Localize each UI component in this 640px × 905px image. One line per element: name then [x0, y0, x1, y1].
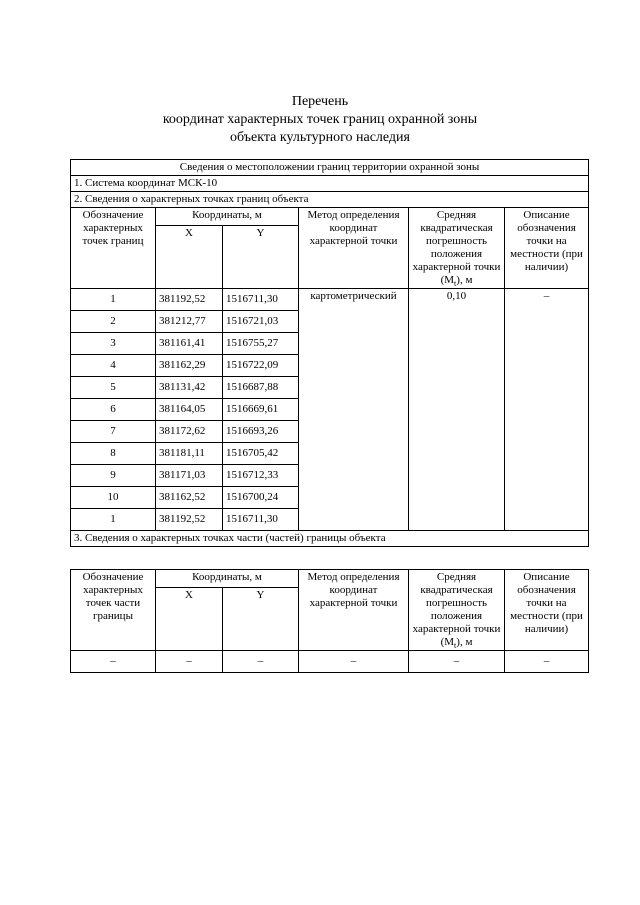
description-cell: – — [505, 289, 589, 531]
point-y-cell: 1516711,30 — [223, 289, 299, 311]
col-x-header-2: X — [156, 588, 223, 651]
document-title — [0, 93, 640, 147]
col-method-header: Метод определения координат характерной точки — [299, 208, 409, 289]
point-number-cell: 6 — [71, 399, 156, 421]
col-y-header-2: Y — [223, 588, 299, 651]
point-number-cell: 4 — [71, 355, 156, 377]
point-x-cell: 381172,62 — [156, 421, 223, 443]
part-y-cell: – — [223, 651, 299, 673]
method-cell: картометрический — [299, 289, 409, 531]
point-y-cell: 1516669,61 — [223, 399, 299, 421]
col-y-header: Y — [223, 226, 299, 289]
title-line-3: объекта культурного наследия — [230, 130, 410, 145]
table-row — [71, 289, 589, 311]
point-number-cell: 9 — [71, 465, 156, 487]
point-number-cell: 1 — [71, 509, 156, 531]
col-description-header-2: Описание обозначения точки на местности (при наличии) — [505, 570, 589, 651]
part-x-cell: – — [156, 651, 223, 673]
part-error-cell: – — [409, 651, 505, 673]
point-x-cell: 381162,29 — [156, 355, 223, 377]
part-designation-cell: – — [71, 651, 156, 673]
col-coords-header: Координаты, м — [156, 208, 299, 226]
point-x-cell: 381161,41 — [156, 333, 223, 355]
point-x-cell: 381212,77 — [156, 311, 223, 333]
points-body — [71, 289, 589, 531]
point-y-cell: 1516705,42 — [223, 443, 299, 465]
point-x-cell: 381162,52 — [156, 487, 223, 509]
point-x-cell: 381171,03 — [156, 465, 223, 487]
point-number-cell: 3 — [71, 333, 156, 355]
point-x-cell: 381192,52 — [156, 509, 223, 531]
point-x-cell: 381131,42 — [156, 377, 223, 399]
point-x-cell: 381164,05 — [156, 399, 223, 421]
col-designation-part-header: Обозначение характерных точек части границы — [71, 570, 156, 651]
title-line-1: Перечень — [291, 94, 349, 109]
col-description-header: Описание обозначения точки на местности (при наличии) — [505, 208, 589, 289]
section-coordinate-system: 1. Система координат МСК-10 — [71, 176, 589, 192]
point-number-cell: 2 — [71, 311, 156, 333]
table-header: Сведения о местоположении границ территории охранной зоны — [71, 160, 589, 176]
point-number-cell: 10 — [71, 487, 156, 509]
col-method-header-2: Метод определения координат характерной точки — [299, 570, 409, 651]
col-coords-header-2: Координаты, м — [156, 570, 299, 588]
point-number-cell: 7 — [71, 421, 156, 443]
point-number-cell: 8 — [71, 443, 156, 465]
point-y-cell: 1516721,03 — [223, 311, 299, 333]
point-x-cell: 381192,52 — [156, 289, 223, 311]
title-line-2: координат характерных точек границ охранной зоны — [162, 112, 478, 127]
point-x-cell: 381181,11 — [156, 443, 223, 465]
col-error-header: Средняя квадратическая погрешность положения характерной точки $(M_t)$, м — [409, 208, 505, 289]
point-y-cell: 1516712,33 — [223, 465, 299, 487]
section-part-points: 3. Сведения о характерных точках части (частей) границы объекта — [71, 531, 589, 547]
point-y-cell: 1516755,27 — [223, 333, 299, 355]
col-x-header: X — [156, 226, 223, 289]
point-number-cell: 1 — [71, 289, 156, 311]
point-y-cell: 1516722,09 — [223, 355, 299, 377]
point-y-cell: 1516700,24 — [223, 487, 299, 509]
part-method-cell: – — [299, 651, 409, 673]
point-y-cell: 1516711,30 — [223, 509, 299, 531]
error-cell: 0,10 — [409, 289, 505, 531]
boundary-coordinates-table — [70, 159, 589, 547]
part-boundary-table — [70, 569, 589, 673]
section-boundary-points: 2. Сведения о характерных точках границ объекта — [71, 192, 589, 208]
point-y-cell: 1516687,88 — [223, 377, 299, 399]
col-designation-header: Обозначение характерных точек границ — [71, 208, 156, 289]
part-description-cell: – — [505, 651, 589, 673]
point-y-cell: 1516693,26 — [223, 421, 299, 443]
point-number-cell: 5 — [71, 377, 156, 399]
col-error-header-2: Средняя квадратическая погрешность положения характерной точки $(M_t)$, м — [409, 570, 505, 651]
